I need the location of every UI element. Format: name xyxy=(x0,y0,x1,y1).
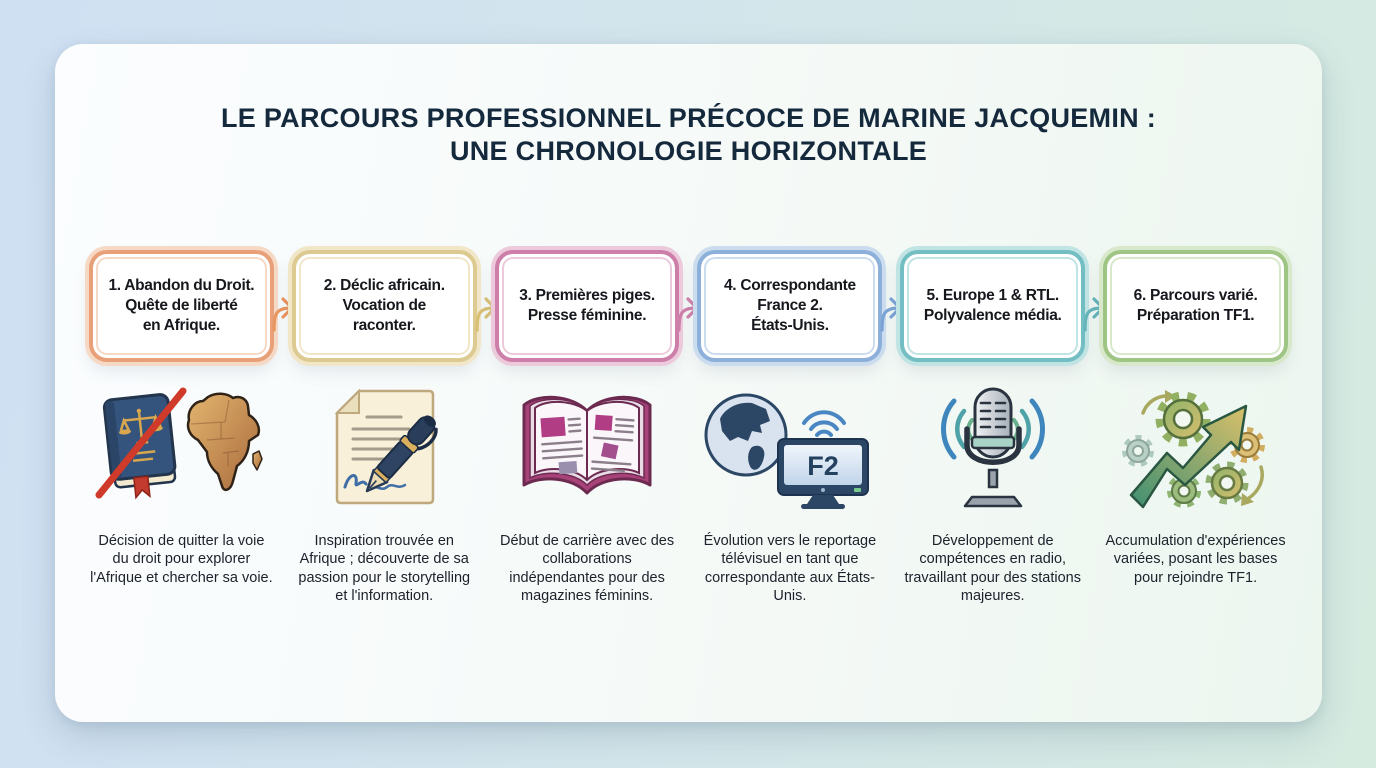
document-with-fountain-pen-icon xyxy=(309,382,459,516)
step-4-line-2: France 2. xyxy=(757,296,823,314)
timeline-step-2 xyxy=(292,250,477,606)
law-book-crossed-out-and-africa-map-icon xyxy=(95,382,267,516)
step-4-line-1: 4. Correspondante xyxy=(723,276,856,294)
timeline-step-4 xyxy=(697,250,882,606)
step-box-1 xyxy=(89,250,274,362)
step-box-5 xyxy=(900,250,1085,362)
infographic-card xyxy=(55,44,1322,722)
step-box-3 xyxy=(495,250,680,362)
open-magazine-icon xyxy=(511,382,663,516)
step-6-line-2: Préparation TF1. xyxy=(1136,306,1255,324)
step-5-line-2: Polyvalence média. xyxy=(923,306,1062,324)
radio-microphone-icon xyxy=(918,382,1068,516)
step-6-line-1: 6. Parcours varié. xyxy=(1133,286,1258,304)
step-1-line-2: Quête de liberté xyxy=(125,296,238,314)
step-4-description: Évolution vers le reportage télévisuel en tant que correspondante aux États-Unis. xyxy=(703,532,877,605)
step-2-line-2: Vocation de xyxy=(342,296,426,314)
timeline-step-5 xyxy=(900,250,1085,606)
step-2-line-1: 2. Déclic africain. xyxy=(323,276,445,294)
step-3-description: Début de carrière avec des collaborations indépendantes pour des magazines féminins. xyxy=(500,532,675,605)
step-box-6-label xyxy=(1134,286,1258,326)
gears-growth-arrow-icon xyxy=(1121,382,1271,516)
title-line-2: UNE CHRONOLOGIE HORIZONTALE xyxy=(449,135,928,166)
step-box-2-label xyxy=(324,276,445,336)
step-3-line-2: Presse féminine. xyxy=(527,306,647,324)
title-line-1: LE PARCOURS PROFESSIONNEL PRÉCOCE DE MARINE JACQUEMIN : xyxy=(220,103,1157,133)
timeline-grid xyxy=(89,250,1288,606)
step-1-line-3: en Afrique. xyxy=(142,316,220,334)
step-box-2 xyxy=(292,250,477,362)
step-box-1-label xyxy=(108,276,254,336)
step-3-line-1: 3. Premières piges. xyxy=(519,286,655,304)
step-1-description: Décision de quitter la voie du droit pour explorer l'Afrique et chercher sa voie. xyxy=(90,532,273,586)
step-6-description: Accumulation d'expériences variées, posant les bases pour rejoindre TF1. xyxy=(1105,532,1286,586)
timeline-step-1 xyxy=(89,250,274,606)
tv-screen-label: F2 xyxy=(807,450,839,481)
step-4-line-3: États-Unis. xyxy=(751,316,829,334)
page-title xyxy=(55,102,1322,168)
timeline-step-3 xyxy=(495,250,680,606)
step-1-line-1: 1. Abandon du Droit. xyxy=(108,276,255,294)
step-box-5-label xyxy=(924,286,1062,326)
step-2-line-3: raconter. xyxy=(352,316,416,334)
globe-tv-broadcast-icon xyxy=(704,382,876,516)
timeline-step-6 xyxy=(1103,250,1288,606)
step-box-4 xyxy=(697,250,882,362)
step-box-6 xyxy=(1103,250,1288,362)
step-box-4-label xyxy=(724,276,856,336)
step-5-line-1: 5. Europe 1 & RTL. xyxy=(926,286,1059,304)
step-5-description: Développement de compétences en radio, travaillant pour des stations majeures. xyxy=(904,532,1081,605)
step-2-description: Inspiration trouvée en Afrique ; découverte de sa passion pour le storytelling et l'information. xyxy=(298,532,471,605)
step-box-3-label xyxy=(519,286,655,326)
